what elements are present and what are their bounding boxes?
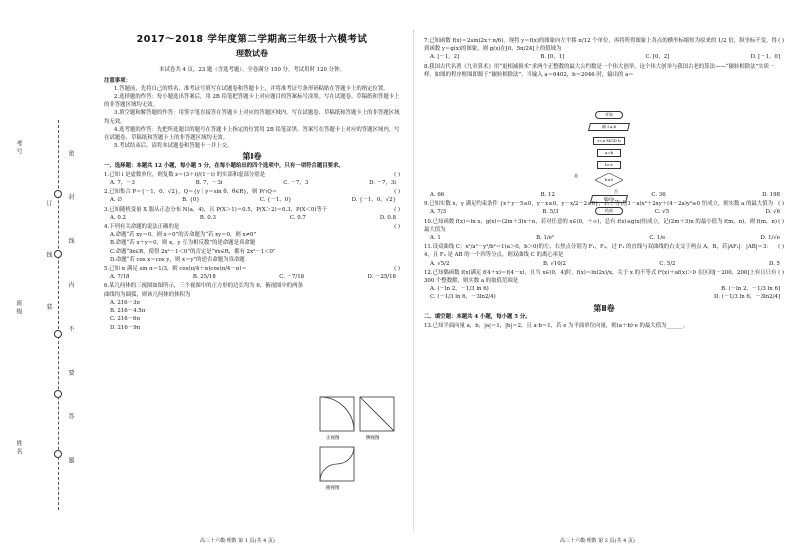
question-13: 13.已知平面向量 a，b，|a|＝1，|b|＝2，且 a·b＝1，若 e 为平面单位向量，则(a＋b)·e 的最大值为______。 (424, 323, 689, 330)
part2-heading: 第Ⅱ卷 (593, 303, 615, 313)
exam-title: 2017～2018 学年度第二学期高三年级十六模考试 (136, 34, 368, 45)
top-view (320, 447, 354, 481)
flow-step1: r=a MOD b (593, 137, 625, 145)
options: A. ∅ B. {0} C. {－1，0} D. {－1，0，√2} (110, 197, 396, 204)
seal-circle (54, 390, 62, 398)
footer-left: 高三十六模·理数 第 1 页(共 4 页) (200, 538, 275, 544)
flow-step2: a=b (597, 149, 621, 157)
flowchart (569, 111, 649, 217)
three-view-figure (318, 395, 398, 500)
page-divider (413, 30, 414, 530)
seal-circle (54, 330, 62, 338)
top-view-label: 俯视图 (326, 486, 340, 491)
seal-text: 密 封 线 内 不 要 答 题 (67, 150, 74, 482)
seal-circle (54, 190, 62, 198)
question-12: ( ) 12.已知偶函数 f(x)满足 f(4＋x)＝f(4－x)，且当 x∈(0，4]时，f(x)＝ln(2x)/x，关于 x 的不等式 f²(x)＋af(x)＞0 在区间[－200，200]上有且只有 300 个整数解，则实数 a 的取值范围是 A. (－ln 2，－1/3 ln 6) B. (－ln 2，－1/3 ln 6] C. (－1/3 ln 6，－3ln2/4) D. (－1/3 ln 6，－3ln2/4] (424, 269, 784, 301)
flow-end: 结束 (595, 207, 623, 215)
front-view-label: 正视图 (326, 436, 340, 441)
seal-circle (54, 450, 62, 458)
seal-circle (54, 250, 62, 258)
note-item: 4.选考题的作答：先把所选题目的题号在答题卡上指定的位置用 2B 铅笔涂黑。答案写在答题卡上对应的答题区域内，写在试题卷、草稿纸和答题卡上的非答题区域均无效。 (104, 126, 400, 142)
note-item: 1.答题前，先将自己的姓名、准考证号填写在试题卷和答题卡上，并将准考证号条形码粘贴在答题卡上的指定位置。 (114, 85, 389, 92)
left-page (104, 36, 400, 332)
question-1: ( ) 1.已知 i 是虚数单位，则复数 z＝(3＋i)/(1－i) 的实部和虚部分别是 A. 7，－3 B. 7，－3i C. －7，3 D. －7，3i (104, 171, 400, 187)
exam-subtitle: 理数试卷 (236, 49, 268, 59)
binding-margin (0, 0, 100, 550)
question-3: ( ) 3.已知随机变量 X 服从正态分布 N(a，4)，且 P(X＞1)＝0.5，P(X＞2)＝0.3，P(X＜0)等于 A. 0.2 B. 0.3 C. 0.7 D. 0.8 (104, 206, 400, 221)
notes-heading: 注意事项： (104, 77, 131, 84)
options: A. 0.2 B. 0.3 C. 0.7 D. 0.8 (110, 214, 396, 221)
part1-heading: 第Ⅰ卷 (242, 152, 262, 162)
note-item: 2.选择题的作答：每小题选出答案后，用 2B 铅笔把答题卡上对应题目的答案标号涂黑。写在试题卷、草稿纸和答题卡上的非答题区域均无效。 (104, 94, 400, 109)
side-view-label: 侧视图 (366, 436, 380, 441)
exam-info: 本试卷共 4 页，23 题（含选考题）。全卷满分 150 分。考试用时 120 分钟。 (159, 67, 345, 74)
question-2: ( ) 2.已知集合 P＝{－1，0，√2}，Q＝{y｜y＝sin θ，θ∈R}，则 P∩Q＝ A. ∅ B. {0} C. {－1，0} D. {－1，0，√2} (104, 189, 400, 204)
flow-yes-label: 是 (574, 173, 578, 178)
name-label: 姓名 (15, 440, 22, 456)
front-view (320, 397, 354, 431)
flow-step3: b=r (597, 161, 621, 169)
part2-instructions: 二、填空题：本题共 4 小题，每小题 5 分。 (424, 313, 531, 320)
part1-instructions: 一、选择题：本题共 12 小题，每小题 5 分，在每小题给出的四个选项中，只有一项符合题目要求。 (104, 162, 344, 169)
flow-input: 输入a,b (588, 123, 630, 131)
options: A. 7，－3 B. 7，－3i C. －7，3 D. －7，3i (110, 180, 396, 187)
question-10: ( ) 10.已知函数 f(x)＝ln x，g(x)＝(2m＋3)x＋n，若对任意的 x∈(0，＋∞)，总有 f(x)≤g(x)恒成立，记(2m＋3)n 的最小值为 f(m，n)，则 f(m，n)最大值为 A. 1 B. 1/e² C. 1/e D. 1/√e (424, 218, 784, 242)
question-5: ( ) 5.已知 α 满足 sin α＝1/3，则 cos(π/4＋α)cos(π/4－α)＝ A. 7/18 B. 25/18 C. －7/18 D. －25/18 (104, 266, 400, 281)
exam-no-label: 考号 (15, 140, 22, 156)
question-9: ( ) 9.已知实数 x，y 满足约束条件 {x＋y－5≤0，y－x≥0，y－x/2－2≤0}，若不等式(1－a)x²＋2xy＋(4－2a)y²≥0 恒成立，则实数 a 的最大值为 A. 7/3 B. 5/3 C. √5 D. √6 (424, 201, 784, 216)
flow-output: 输出a (590, 195, 628, 203)
question-11: ( ) 11.设双曲线 C：x²/a²－y²/b²＝1(a＞0，b＞0)的左、右焦点分别为 F₁，F₂，过 F₁ 的直线与双曲线的右支交于两点 A，B，若|AF₁|：|AB|＝3：4，且 F₂ 是 AB 的一个四等分点，则双曲线 C 的离心率是 A. √5/2 B. √10/2 C. 5/2 D. 5 (424, 244, 784, 267)
question-4: ( ) 4.下列有关命题的说法正确的是 A.命题“若 xy＝0，则 x＝0”的否命题为“若 xy＝0，则 x≠0” B.命题“若 x＋y＝0，则 x，y 互为相反数”的逆命题是真命题 C.命题“∃x∈R，使得 2x²－1＜0”的否定是“∀x∈R，都有 2x²－1＜0” D.命题“若 cos x＝cos y，则 x＝y”的逆否命题为真命题 (104, 224, 400, 263)
note-item: 3.填空题和解答题的作答：用签字笔直接答在答题卡上对应的答题区域内。写在试题卷、草稿纸和答题卡上的非答题区域均无效。 (104, 110, 400, 125)
question-7: ( ) 7.已知函数 f(x)＝2sin(2x＋π/6)，现将 y＝f(x)的图象向左平移 π/12 个单位，再将所得图象上各点的横坐标缩短为原来的 1/2 倍，纵坐标不变，得到函数 y＝g(x)的图象，则 g(x)在[0，5π/24]上的值域为 A. [－1，2] B. [0，1] C. [0，2] D. [－1，0] (424, 38, 784, 61)
note-item: 5.考试结束后，请将本试题卷和答题卡一并上交。 (114, 143, 233, 150)
seal-text-2: 订 线 装 (45, 200, 52, 332)
flow-condition: b≠0 (595, 173, 623, 187)
flow-no-label: 否 (614, 189, 618, 194)
question-6: 6.某几何体的三视图如图所示，三个视图中的正方形的边长均为 6，俯视图中的两条曲线均为圆弧，则该几何体的体积为 A. 216－3π B. 216－4.5π C. 216－6π D. 216－9π (104, 283, 303, 331)
footer-right: 高三十六模·理数 第 2 页(共 4 页) (560, 538, 635, 544)
question-8: 8.我国古代名著《九章算术》用“更相减损术”求两个正整数的最大公约数是一个伟大创举，这个伟大创举与我国古老的算法——“辗转相除法”实质一样。如图的程序框图即源于“辗转相除法”，当输入 a＝6402，b＝2046 时，输出的 a＝ A. 66 B. 12 C. 36 D. 198 (424, 63, 780, 199)
side-view (360, 397, 394, 431)
options: A. 7/18 B. 25/18 C. －7/18 D. －25/18 (110, 274, 396, 281)
class-label: 班级 (15, 300, 22, 316)
flow-start: 开始 (595, 111, 623, 119)
